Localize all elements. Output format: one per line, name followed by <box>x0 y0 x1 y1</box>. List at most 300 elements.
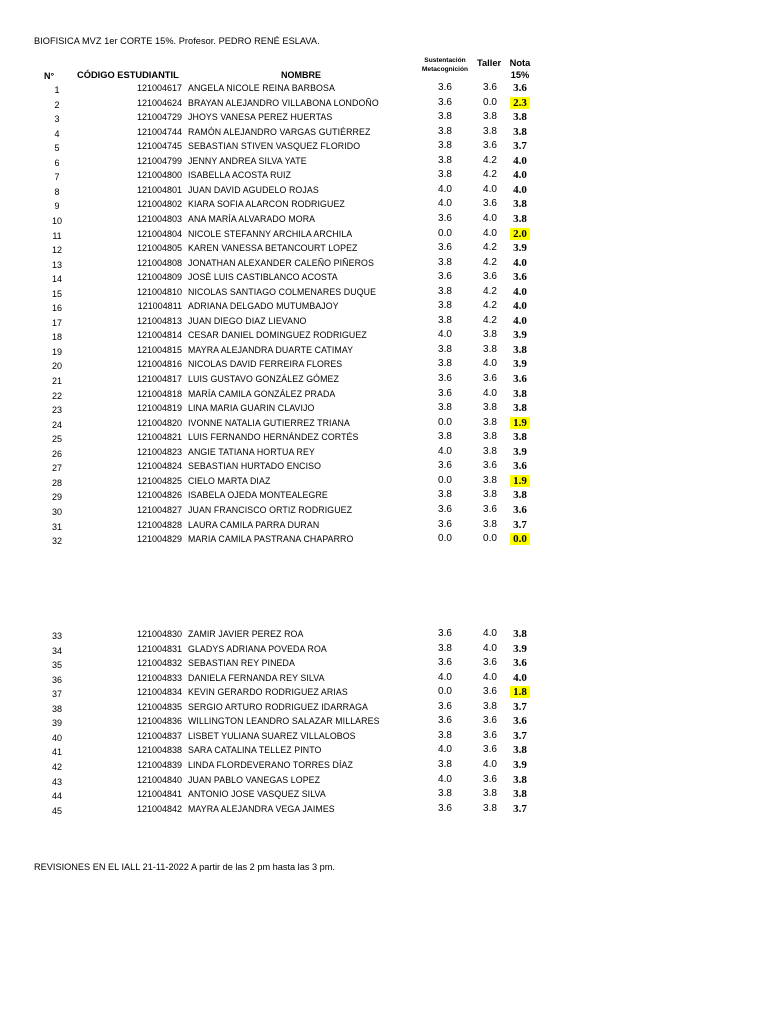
sustentacion-grade: 3.8 <box>438 154 452 166</box>
column-header-nota-line2: 15% <box>510 70 530 80</box>
final-grade: 3.9 <box>513 358 527 371</box>
student-code: 121004830 <box>136 629 182 639</box>
student-name: ANGIE TATIANA HORTUA REY <box>188 446 315 457</box>
final-grade: 3.9 <box>513 445 527 458</box>
row-number: 44 <box>51 791 62 802</box>
final-grade: 0.0 <box>510 533 530 545</box>
student-code: 121004826 <box>136 490 182 501</box>
taller-grade: 3.6 <box>483 140 497 152</box>
student-name: LAURA CAMILA PARRA DURAN <box>188 519 320 530</box>
taller-grade: 3.8 <box>483 329 497 341</box>
final-grade: 3.8 <box>513 387 527 400</box>
taller-grade: 3.6 <box>483 729 497 741</box>
student-code: 121004816 <box>136 359 182 370</box>
table-row <box>0 127 768 142</box>
final-grade: 4.0 <box>513 671 527 684</box>
student-name: ISABELLA ACOSTA RUIZ <box>188 170 292 181</box>
final-grade: 3.7 <box>513 729 527 742</box>
student-name: JUAN DIEGO DIAZ LIEVANO <box>188 315 307 326</box>
student-name: SEBASTIAN HURTADO ENCISO <box>188 461 322 472</box>
final-grade: 4.0 <box>513 169 527 182</box>
student-code: 121004800 <box>136 170 182 181</box>
column-header-nota-line1: Nota <box>509 58 531 68</box>
taller-grade: 3.8 <box>483 518 497 530</box>
student-code: 121004624 <box>136 97 182 108</box>
table-row <box>0 789 768 804</box>
student-name: SEBASTIAN REY PINEDA <box>188 658 295 669</box>
sustentacion-grade: 3.8 <box>438 111 452 123</box>
student-code: 121004809 <box>136 272 182 283</box>
table-row <box>0 403 768 418</box>
student-name: NICOLE STEFANNY ARCHILA ARCHILA <box>188 228 353 239</box>
table-row <box>0 98 768 113</box>
table-row <box>0 374 768 389</box>
row-number: 31 <box>51 521 62 532</box>
final-grade: 4.0 <box>513 314 527 327</box>
row-number: 19 <box>51 346 62 357</box>
sustentacion-grade: 3.8 <box>438 300 452 312</box>
sustentacion-grade: 0.0 <box>438 533 452 545</box>
student-name: MAYRA ALEJANDRA VEGA JAIMES <box>188 803 335 814</box>
sustentacion-grade: 3.6 <box>438 700 452 712</box>
taller-grade: 4.0 <box>483 671 497 683</box>
student-code: 121004805 <box>136 243 182 254</box>
taller-grade: 4.0 <box>483 212 497 224</box>
sustentacion-grade: 3.8 <box>438 431 452 443</box>
final-grade: 3.6 <box>513 657 527 670</box>
student-code: 121004810 <box>136 286 182 297</box>
final-grade: 3.9 <box>513 758 527 771</box>
student-code: 121004829 <box>136 534 182 545</box>
taller-grade: 3.6 <box>483 198 497 210</box>
table-row <box>0 534 768 549</box>
table-row <box>0 505 768 520</box>
taller-grade: 3.6 <box>483 657 497 669</box>
row-number: 12 <box>51 245 62 256</box>
row-number: 28 <box>51 477 62 488</box>
sustentacion-grade: 4.0 <box>438 671 452 683</box>
table-row <box>0 629 768 644</box>
student-name: CESAR DANIEL DOMINGUEZ RODRIGUEZ <box>188 330 367 341</box>
page-title: BIOFISICA MVZ 1er CORTE 15%. Profesor. PEDRO RENÉ ESLAVA. <box>34 36 320 46</box>
row-number: 38 <box>51 703 62 714</box>
row-number: 3 <box>54 114 60 125</box>
final-grade: 3.8 <box>513 628 527 640</box>
sustentacion-grade: 3.8 <box>438 314 452 326</box>
taller-grade: 3.8 <box>483 343 497 355</box>
final-grade: 3.8 <box>513 198 527 211</box>
table-row <box>0 716 768 731</box>
taller-grade: 4.2 <box>483 285 497 297</box>
column-header-sustentacion-line1: Sustentación <box>424 57 466 64</box>
row-number: 43 <box>51 776 62 787</box>
sustentacion-grade: 3.6 <box>438 503 452 515</box>
final-grade: 3.8 <box>513 343 527 356</box>
student-code: 121004804 <box>136 228 182 239</box>
student-name: SEBASTIAN STIVEN VASQUEZ FLORIDO <box>188 141 361 152</box>
sustentacion-grade: 3.6 <box>438 518 452 530</box>
final-grade: 2.3 <box>510 97 530 109</box>
student-name: ANGELA NICOLE REINA BARBOSA <box>188 83 335 93</box>
student-code: 121004729 <box>136 112 182 123</box>
sustentacion-grade: 3.6 <box>438 82 452 93</box>
taller-grade: 3.8 <box>483 788 497 800</box>
table-row <box>0 243 768 258</box>
sustentacion-grade: 3.8 <box>438 402 452 414</box>
final-grade: 3.8 <box>513 125 527 138</box>
row-number: 35 <box>51 660 62 671</box>
row-number: 21 <box>51 376 62 386</box>
sustentacion-grade: 3.6 <box>438 387 452 399</box>
table-row <box>0 804 768 819</box>
taller-grade: 3.6 <box>483 373 497 384</box>
final-grade: 3.7 <box>513 700 527 713</box>
taller-grade: 3.6 <box>483 744 497 756</box>
student-code: 121004825 <box>136 475 182 486</box>
table-row <box>0 345 768 360</box>
final-grade: 3.6 <box>513 271 527 284</box>
taller-grade: 4.2 <box>483 314 497 326</box>
taller-grade: 3.6 <box>483 82 497 93</box>
row-number: 32 <box>51 536 62 547</box>
student-name: GLADYS ADRIANA POVEDA ROA <box>188 643 327 654</box>
student-name: JENNY ANDREA SILVA YATE <box>188 155 307 166</box>
taller-grade: 3.8 <box>483 402 497 414</box>
sustentacion-grade: 3.8 <box>438 729 452 741</box>
student-code: 121004799 <box>136 155 182 166</box>
row-number: 13 <box>51 259 62 270</box>
final-grade: 3.6 <box>513 715 527 728</box>
table-row <box>0 112 768 127</box>
student-name: RAMÓN ALEJANDRO VARGAS GUTIÉRREZ <box>188 126 371 137</box>
taller-grade: 3.8 <box>483 416 497 428</box>
row-number: 42 <box>51 761 62 772</box>
taller-grade: 3.6 <box>483 503 497 515</box>
table-row <box>0 418 768 433</box>
student-code: 121004835 <box>136 701 182 712</box>
student-code: 121004824 <box>136 461 182 472</box>
taller-grade: 4.2 <box>483 300 497 312</box>
final-grade: 3.6 <box>513 82 527 94</box>
row-number: 26 <box>51 448 62 459</box>
student-name: MAYRA ALEJANDRA DUARTE CATIMAY <box>188 344 354 355</box>
student-name: ZAMIR JAVIER PEREZ ROA <box>188 629 304 639</box>
row-number: 9 <box>54 201 60 212</box>
student-name: CIELO MARTA DIAZ <box>188 475 271 486</box>
student-name: JUAN DAVID AGUDELO ROJAS <box>188 184 319 195</box>
row-number: 17 <box>51 317 62 328</box>
final-grade: 3.8 <box>513 431 527 444</box>
table-row <box>0 520 768 535</box>
student-code: 121004815 <box>136 344 182 355</box>
taller-grade: 4.2 <box>483 169 497 181</box>
student-code: 121004744 <box>136 126 182 137</box>
student-code: 121004817 <box>136 374 182 384</box>
sustentacion-grade: 3.6 <box>438 242 452 254</box>
sustentacion-grade: 3.6 <box>438 373 452 384</box>
final-grade: 3.8 <box>513 489 527 502</box>
row-number: 24 <box>51 419 62 430</box>
student-name: NICOLAS SANTIAGO COLMENARES DUQUE <box>188 286 377 297</box>
row-number: 7 <box>54 172 60 183</box>
row-number: 22 <box>51 390 62 401</box>
row-number: 34 <box>51 645 62 656</box>
row-number: 10 <box>51 215 62 226</box>
row-number: 25 <box>51 434 62 445</box>
row-number: 18 <box>51 332 62 343</box>
student-code: 121004839 <box>136 759 182 770</box>
row-number: 16 <box>51 303 62 314</box>
row-number: 20 <box>51 361 62 372</box>
final-grade: 3.7 <box>513 140 527 153</box>
student-name: JONATHAN ALEXANDER CALEÑO PIÑEROS <box>188 257 374 268</box>
column-header-taller: Taller <box>477 58 502 68</box>
row-number: 37 <box>51 689 62 700</box>
final-grade: 4.0 <box>513 154 527 167</box>
sustentacion-grade: 3.8 <box>438 285 452 297</box>
sustentacion-grade: 3.6 <box>438 212 452 224</box>
student-name: ANTONIO JOSE VASQUEZ SILVA <box>188 789 326 800</box>
taller-grade: 0.0 <box>483 533 497 545</box>
row-number: 27 <box>51 463 62 474</box>
table-row <box>0 301 768 316</box>
student-name: KIARA SOFIA ALARCON RODRIGUEZ <box>188 199 345 210</box>
student-code: 121004837 <box>136 730 182 741</box>
sustentacion-grade: 4.0 <box>438 773 452 785</box>
taller-grade: 3.6 <box>483 686 497 698</box>
row-number: 15 <box>51 288 62 299</box>
student-name: WILLINGTON LEANDRO SALAZAR MILLARES <box>188 716 380 727</box>
sustentacion-grade: 3.8 <box>438 489 452 501</box>
sustentacion-grade: 3.8 <box>438 788 452 800</box>
sustentacion-grade: 4.0 <box>438 183 452 195</box>
table-row <box>0 644 768 659</box>
row-number: 5 <box>54 143 60 154</box>
student-name: KAREN VANESSA BETANCOURT LOPEZ <box>188 243 358 254</box>
taller-grade: 3.8 <box>483 700 497 712</box>
taller-grade: 3.8 <box>483 474 497 486</box>
table-row <box>0 490 768 505</box>
student-code: 121004801 <box>136 184 182 195</box>
student-name: BRAYAN ALEJANDRO VILLABONA LONDOÑO <box>188 97 379 108</box>
column-header-sustentacion-line2: Metacognición <box>421 66 469 73</box>
table-row <box>0 141 768 156</box>
table-row <box>0 432 768 447</box>
final-grade: 2.0 <box>510 228 530 240</box>
taller-grade: 4.0 <box>483 628 497 639</box>
student-code: 121004745 <box>136 141 182 152</box>
taller-grade: 3.6 <box>483 460 497 472</box>
table-row <box>0 229 768 244</box>
student-code: 121004821 <box>136 432 182 443</box>
final-grade: 3.7 <box>513 802 527 815</box>
taller-grade: 0.0 <box>483 96 497 108</box>
student-name: ISABELA OJEDA MONTEALEGRE <box>188 490 328 501</box>
table-row <box>0 447 768 462</box>
final-grade: 4.0 <box>513 183 527 196</box>
final-grade: 3.8 <box>513 744 527 757</box>
final-grade: 3.6 <box>513 460 527 473</box>
table-row <box>0 745 768 760</box>
sustentacion-grade: 4.0 <box>438 198 452 210</box>
final-grade: 1.9 <box>510 475 530 487</box>
student-code: 121004836 <box>136 716 182 727</box>
taller-grade: 4.0 <box>483 758 497 770</box>
sustentacion-grade: 3.6 <box>438 96 452 108</box>
student-name: LUIS FERNANDO HERNÁNDEZ CORTÉS <box>188 432 359 443</box>
table-row <box>0 272 768 287</box>
table-row <box>0 389 768 404</box>
column-header-name: NOMBRE <box>281 70 321 80</box>
sustentacion-grade: 0.0 <box>438 474 452 486</box>
student-code: 121004617 <box>136 83 182 93</box>
student-name: MARIA CAMILA PASTRANA CHAPARRO <box>188 534 354 545</box>
table-row <box>0 287 768 302</box>
taller-grade: 4.0 <box>483 387 497 399</box>
table-row <box>0 170 768 185</box>
table-row <box>0 658 768 673</box>
student-code: 121004841 <box>136 789 182 800</box>
taller-grade: 3.8 <box>483 445 497 457</box>
row-number: 29 <box>51 492 62 503</box>
row-number: 30 <box>51 506 62 517</box>
student-name: DANIELA FERNANDA REY SILVA <box>188 672 325 683</box>
column-header-code: CÓDIGO ESTUDIANTIL <box>77 70 179 80</box>
taller-grade: 3.8 <box>483 431 497 443</box>
table-row <box>0 316 768 331</box>
student-code: 121004823 <box>136 446 182 457</box>
final-grade: 3.8 <box>513 402 527 415</box>
row-number: 40 <box>51 732 62 743</box>
table-row <box>0 702 768 717</box>
taller-grade: 4.2 <box>483 242 497 254</box>
sustentacion-grade: 3.8 <box>438 343 452 355</box>
taller-grade: 4.2 <box>483 256 497 268</box>
student-code: 121004838 <box>136 745 182 756</box>
student-name: LINA MARIA GUARIN CLAVIJO <box>188 403 315 414</box>
table-row <box>0 214 768 229</box>
row-number: 41 <box>51 747 62 758</box>
table-row <box>0 476 768 491</box>
final-grade: 3.8 <box>513 788 527 801</box>
student-name: ADRIANA DELGADO MUTUMBAJOY <box>188 301 339 312</box>
student-code: 121004818 <box>136 388 182 399</box>
student-name: JHOYS VANESA PEREZ HUERTAS <box>188 112 333 123</box>
student-code: 121004802 <box>136 199 182 210</box>
student-code: 121004834 <box>136 687 182 698</box>
table-row <box>0 258 768 273</box>
taller-grade: 3.8 <box>483 125 497 137</box>
student-code: 121004820 <box>136 417 182 428</box>
column-header-nota <box>506 57 534 81</box>
taller-grade: 3.8 <box>483 489 497 501</box>
sustentacion-grade: 3.8 <box>438 125 452 137</box>
student-name: LISBET YULIANA SUAREZ VILLALOBOS <box>188 730 356 741</box>
sustentacion-grade: 4.0 <box>438 329 452 341</box>
taller-grade: 4.2 <box>483 154 497 166</box>
row-number: 23 <box>51 405 62 416</box>
row-number: 6 <box>54 157 60 168</box>
sustentacion-grade: 0.0 <box>438 227 452 239</box>
row-number: 4 <box>54 128 60 139</box>
final-grade: 1.9 <box>510 417 530 429</box>
student-code: 121004819 <box>136 403 182 414</box>
table-row <box>0 83 768 98</box>
row-number: 11 <box>52 230 62 241</box>
taller-grade: 3.6 <box>483 715 497 727</box>
final-grade: 3.8 <box>513 212 527 225</box>
sustentacion-grade: 3.8 <box>438 140 452 152</box>
final-grade: 3.7 <box>513 518 527 531</box>
taller-grade: 4.0 <box>483 227 497 239</box>
table-row <box>0 359 768 374</box>
final-grade: 3.9 <box>513 642 527 655</box>
sustentacion-grade: 0.0 <box>438 416 452 428</box>
row-number: 8 <box>54 186 60 197</box>
table-row <box>0 330 768 345</box>
column-header-sustentacion <box>419 56 471 74</box>
taller-grade: 4.0 <box>483 183 497 195</box>
student-name: IVONNE NATALIA GUTIERREZ TRIANA <box>188 417 350 428</box>
student-code: 121004828 <box>136 519 182 530</box>
row-number: 39 <box>51 718 62 729</box>
final-grade: 1.8 <box>510 686 530 698</box>
row-number: 2 <box>54 99 60 110</box>
sustentacion-grade: 3.6 <box>438 802 452 814</box>
sustentacion-grade: 3.6 <box>438 460 452 472</box>
table-row <box>0 199 768 214</box>
final-grade: 3.9 <box>513 329 527 342</box>
student-code: 121004842 <box>136 803 182 814</box>
taller-grade: 4.0 <box>483 358 497 370</box>
table-row <box>0 760 768 775</box>
table-row <box>0 775 768 790</box>
student-code: 121004827 <box>136 504 182 515</box>
table-row <box>0 673 768 688</box>
student-name: ANA MARÍA ALVARADO MORA <box>188 213 316 224</box>
student-code: 121004814 <box>136 330 182 341</box>
sustentacion-grade: 3.8 <box>438 256 452 268</box>
final-grade: 3.8 <box>513 111 527 124</box>
final-grade: 3.8 <box>513 773 527 786</box>
student-code: 121004833 <box>136 672 182 683</box>
final-grade: 3.9 <box>513 242 527 255</box>
table-row <box>0 461 768 476</box>
taller-grade: 3.6 <box>483 271 497 283</box>
student-name: JUAN FRANCISCO ORTIZ RODRIGUEZ <box>188 504 353 515</box>
row-number: 33 <box>51 631 62 641</box>
student-name: MARÍA CAMILA GONZÁLEZ PRADA <box>188 388 336 399</box>
table-row <box>0 185 768 200</box>
student-name: KEVIN GERARDO RODRIGUEZ ARIAS <box>188 687 348 698</box>
sustentacion-grade: 0.0 <box>438 686 452 698</box>
table-row <box>0 731 768 746</box>
student-code: 121004832 <box>136 658 182 669</box>
sustentacion-grade: 4.0 <box>438 744 452 756</box>
student-code: 121004808 <box>136 257 182 268</box>
taller-grade: 4.0 <box>483 642 497 654</box>
student-code: 121004813 <box>136 315 182 326</box>
final-grade: 4.0 <box>513 256 527 269</box>
student-code: 121004811 <box>137 301 182 312</box>
student-code: 121004803 <box>136 213 182 224</box>
sustentacion-grade: 3.8 <box>438 758 452 770</box>
sustentacion-grade: 3.6 <box>438 628 452 639</box>
final-grade: 3.6 <box>513 373 527 385</box>
student-name: JUAN PABLO VANEGAS LOPEZ <box>188 774 321 785</box>
row-number: 36 <box>51 674 62 685</box>
sustentacion-grade: 3.8 <box>438 642 452 654</box>
